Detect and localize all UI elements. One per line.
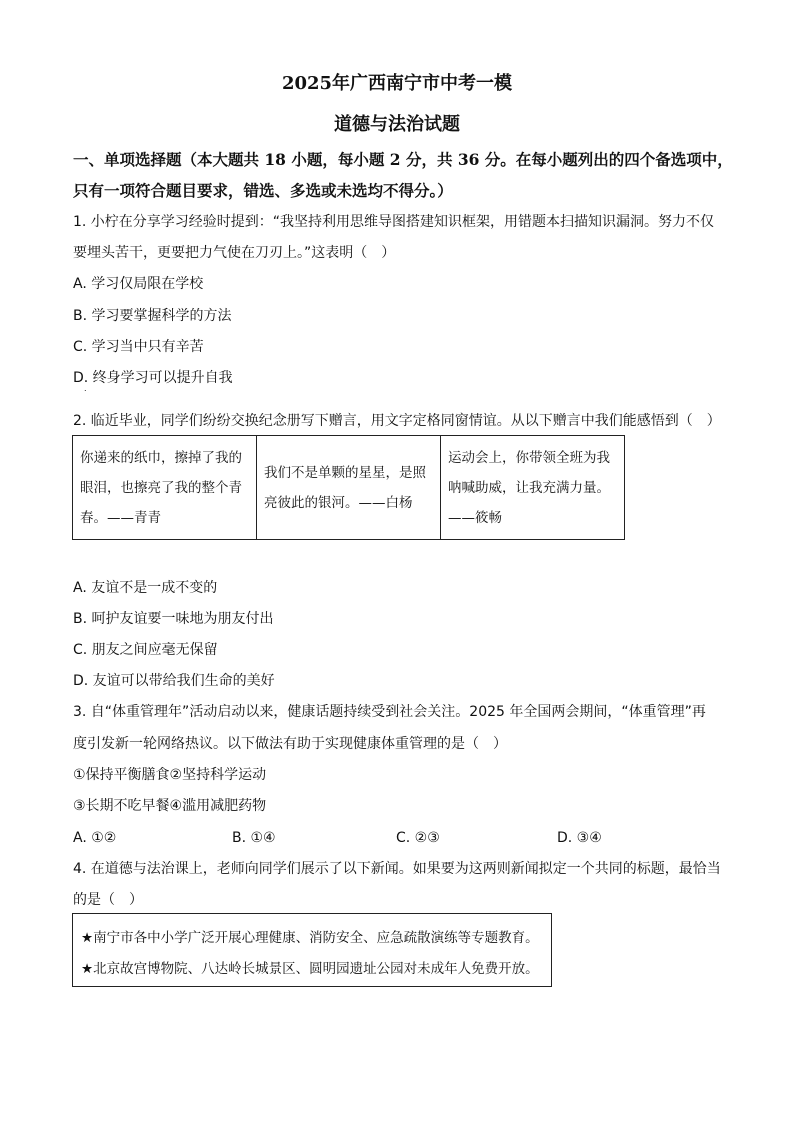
question-3-stem-line-1: 3. 自“体重管理年”活动启动以来，健康话题持续受到社会关注。2025 年全国两会期间，“体重管理”再 bbox=[73, 704, 706, 720]
news-item-2: ★北京故宫博物院、八达岭长城景区、圆明园遗址公园对未成年人免费开放。 bbox=[81, 961, 539, 977]
quote-cell-3 bbox=[441, 436, 625, 540]
question-3-option-d: D. ③④ bbox=[557, 830, 602, 846]
quote-1-line-1: 你递来的纸巾，擦掉了我的 bbox=[80, 449, 242, 466]
question-3-items-line-1: ①保持平衡膳食②坚持科学运动 bbox=[73, 767, 267, 783]
question-1-option-c: C. 学习当中只有辛苦 bbox=[73, 339, 204, 355]
quote-2-line-2: 亮彼此的银河。——白杨 bbox=[264, 494, 413, 511]
quote-3-line-3: ——筱畅 bbox=[448, 509, 502, 526]
quotes-table bbox=[72, 435, 625, 540]
section-heading-line-1: 一、单项选择题（本大题共 18 小题，每小题 2 分，共 36 分。在每小题列出的四个备选项中， bbox=[73, 150, 733, 169]
question-2-option-d: D. 友谊可以带给我们生命的美好 bbox=[73, 673, 275, 689]
question-3-items-line-2: ③长期不吃早餐④滥用减肥药物 bbox=[73, 798, 267, 814]
exam-subtitle: 道德与法治试题 bbox=[334, 114, 460, 135]
quote-1-line-2: 眼泪，也擦亮了我的整个青 bbox=[80, 479, 242, 496]
quote-3-line-1: 运动会上，你带领全班为我 bbox=[448, 449, 610, 466]
question-3-stem-line-2: 度引发新一轮网络热议。以下做法有助于实现健康体重管理的是（ ） bbox=[73, 736, 507, 752]
quotes-table-row bbox=[73, 436, 625, 540]
question-4-stem-line-2: 的是（ ） bbox=[73, 892, 143, 908]
question-3-option-a: A. ①② bbox=[73, 830, 117, 846]
quote-3-line-2: 呐喊助威，让我充满力量。 bbox=[448, 479, 610, 496]
news-box bbox=[72, 913, 552, 987]
question-1-option-a: A. 学习仅局限在学校 bbox=[73, 276, 204, 292]
question-4-stem-line-1: 4. 在道德与法治课上，老师向同学们展示了以下新闻。如果要为这两则新闻拟定一个共同的标题，最恰当 bbox=[73, 861, 721, 877]
quote-cell-2 bbox=[257, 436, 441, 540]
question-2-option-b: B. 呵护友谊要一味地为朋友付出 bbox=[73, 611, 274, 627]
question-1-option-b: B. 学习要掌握科学的方法 bbox=[73, 308, 232, 324]
exam-title: 2025年广西南宁市中考一模 bbox=[281, 73, 513, 94]
question-1-option-d: D. 终身学习可以提升自我 bbox=[73, 370, 233, 386]
question-3-option-c: C. ②③ bbox=[396, 830, 440, 846]
question-2-option-c: C. 朋友之间应毫无保留 bbox=[73, 642, 218, 658]
question-3-option-b: B. ①④ bbox=[232, 830, 276, 846]
quote-1-line-3: 春。——青青 bbox=[80, 509, 161, 526]
question-2-option-a: A. 友谊不是一成不变的 bbox=[73, 580, 218, 596]
question-1-stem-line-1: 1. 小柠在分享学习经验时提到：“我坚持利用思维导图搭建知识框架，用错题本扫描知识漏洞。努力不仅 bbox=[73, 214, 715, 230]
quote-2-line-1: 我们不是单颗的星星，是照 bbox=[264, 464, 426, 481]
news-item-1: ★南宁市各中小学广泛开展心理健康、消防安全、应急疏散演练等专题教育。 bbox=[81, 930, 539, 946]
section-heading-line-2: 只有一项符合题目要求，错选、多选或未选均不得分。） bbox=[73, 181, 453, 200]
quote-cell-1 bbox=[73, 436, 257, 540]
question-1-stem-line-2: 要埋头苦干，更要把力气使在刀刃上。”这表明（ ） bbox=[73, 245, 396, 261]
question-2-stem: 2. 临近毕业，同学们纷纷交换纪念册写下赠言，用文字定格同窗情谊。从以下赠言中我们能感悟到（ ） bbox=[73, 413, 721, 429]
stray-dot-mark: . bbox=[84, 384, 87, 393]
